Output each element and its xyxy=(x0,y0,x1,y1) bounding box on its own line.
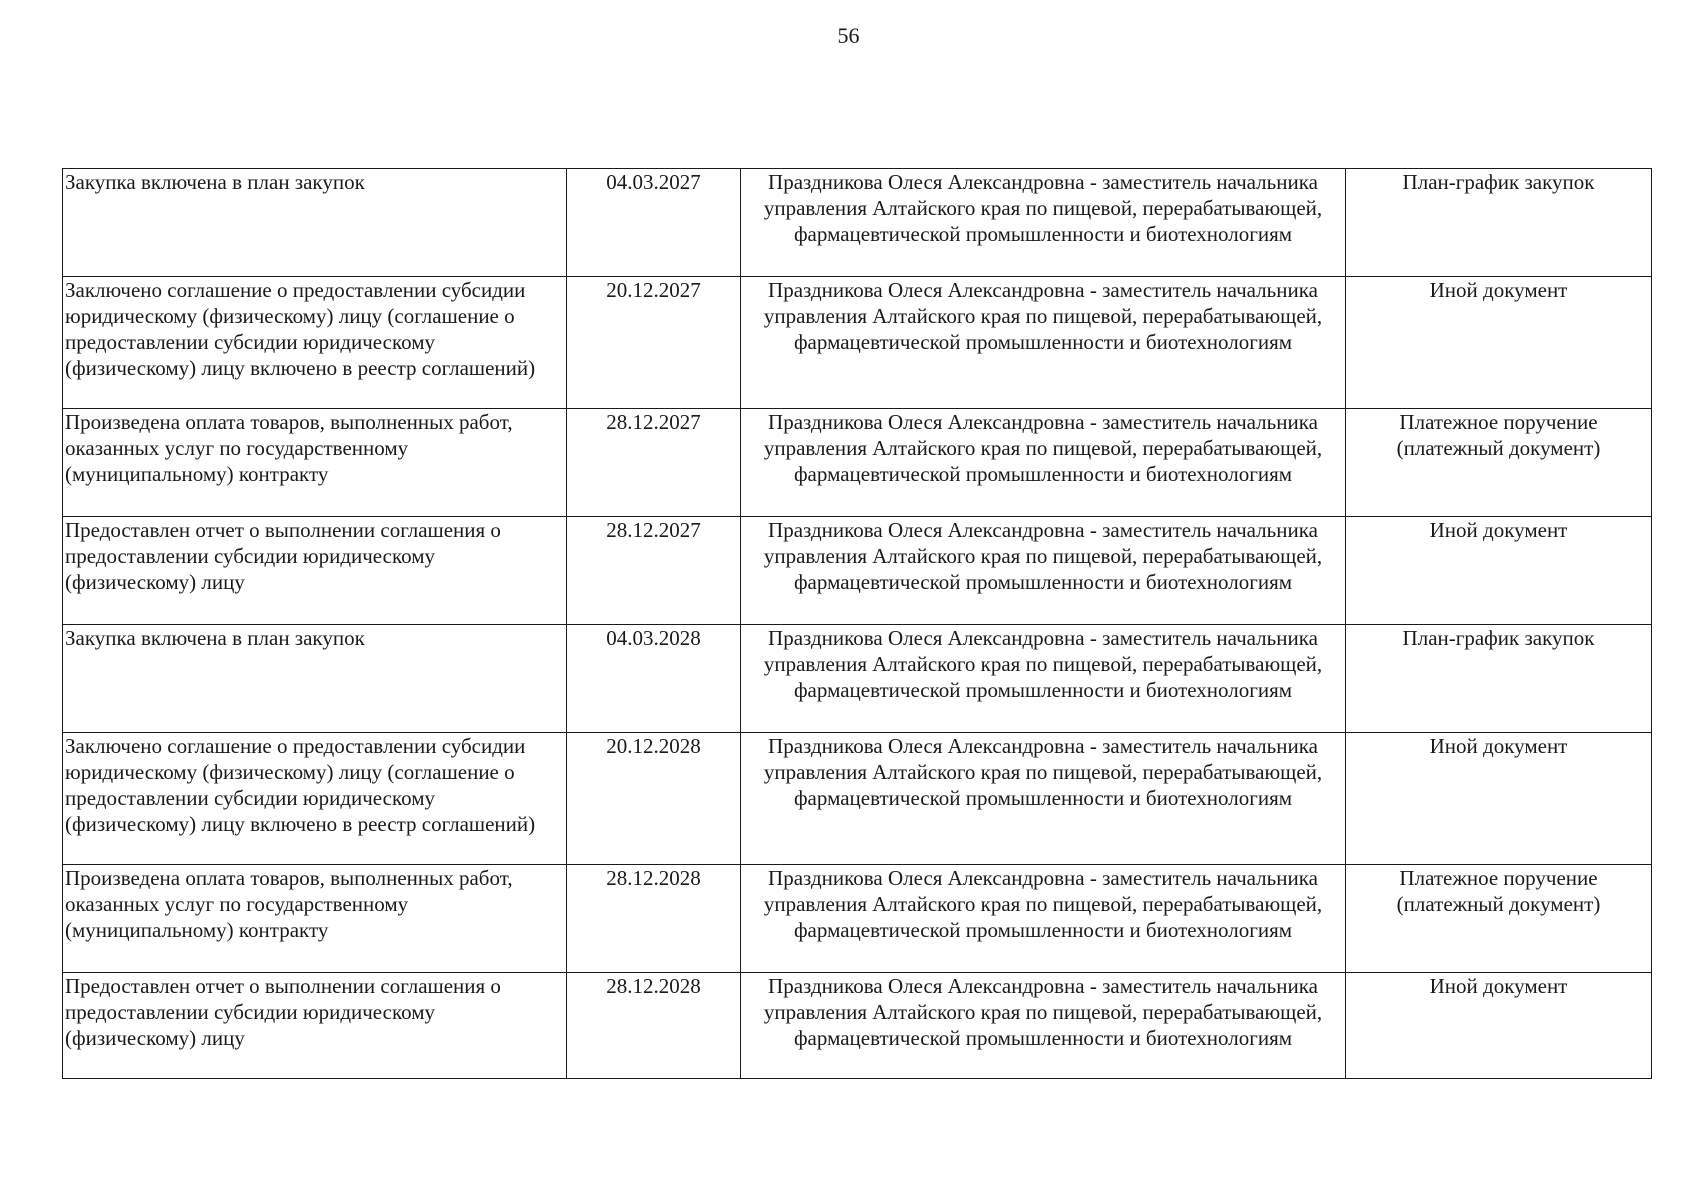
document-type-cell: Иной документ xyxy=(1346,733,1652,865)
table-row xyxy=(63,733,1652,865)
document-type-cell: Иной документ xyxy=(1346,973,1652,1079)
date-cell: 28.12.2027 xyxy=(567,517,741,625)
responsible-cell: Праздникова Олеся Александровна - заместитель начальника управления Алтайского края по пищевой, перерабатывающей, фармацевтической промышленности и биотехнологиям xyxy=(741,169,1346,277)
date-cell: 28.12.2028 xyxy=(567,973,741,1079)
responsible-cell: Праздникова Олеся Александровна - заместитель начальника управления Алтайского края по пищевой, перерабатывающей, фармацевтической промышленности и биотехнологиям xyxy=(741,409,1346,517)
table-row xyxy=(63,625,1652,733)
control-points-table xyxy=(62,168,1652,1079)
event-cell: Заключено соглашение о предоставлении субсидии юридическому (физическому) лицу (соглашение о предоставлении субсидии юридическому (физическому) лицу включено в реестр соглашений) xyxy=(63,733,567,865)
responsible-cell: Праздникова Олеся Александровна - заместитель начальника управления Алтайского края по пищевой, перерабатывающей, фармацевтической промышленности и биотехнологиям xyxy=(741,625,1346,733)
responsible-cell: Праздникова Олеся Александровна - заместитель начальника управления Алтайского края по пищевой, перерабатывающей, фармацевтической промышленности и биотехнологиям xyxy=(741,277,1346,409)
event-cell: Заключено соглашение о предоставлении субсидии юридическому (физическому) лицу (соглашение о предоставлении субсидии юридическому (физическому) лицу включено в реестр соглашений) xyxy=(63,277,567,409)
document-type-cell: Платежное поручение (платежный документ) xyxy=(1346,409,1652,517)
date-cell: 04.03.2028 xyxy=(567,625,741,733)
responsible-cell: Праздникова Олеся Александровна - заместитель начальника управления Алтайского края по пищевой, перерабатывающей, фармацевтической промышленности и биотехнологиям xyxy=(741,865,1346,973)
event-cell: Произведена оплата товаров, выполненных работ, оказанных услуг по государственному (муниципальному) контракту xyxy=(63,409,567,517)
table-row xyxy=(63,517,1652,625)
table-row xyxy=(63,409,1652,517)
document-type-cell: План-график закупок xyxy=(1346,169,1652,277)
table-row xyxy=(63,865,1652,973)
date-cell: 20.12.2027 xyxy=(567,277,741,409)
event-cell: Произведена оплата товаров, выполненных работ, оказанных услуг по государственному (муниципальному) контракту xyxy=(63,865,567,973)
page-number: 56 xyxy=(837,23,860,48)
event-cell: Предоставлен отчет о выполнении соглашения о предоставлении субсидии юридическому (физическому) лицу xyxy=(63,517,567,625)
responsible-cell: Праздникова Олеся Александровна - заместитель начальника управления Алтайского края по пищевой, перерабатывающей, фармацевтической промышленности и биотехнологиям xyxy=(741,517,1346,625)
document-type-cell: Иной документ xyxy=(1346,517,1652,625)
table-row xyxy=(63,277,1652,409)
document-type-cell: План-график закупок xyxy=(1346,625,1652,733)
responsible-cell: Праздникова Олеся Александровна - заместитель начальника управления Алтайского края по пищевой, перерабатывающей, фармацевтической промышленности и биотехнологиям xyxy=(741,733,1346,865)
event-cell: Закупка включена в план закупок xyxy=(63,625,567,733)
table-row xyxy=(63,973,1652,1079)
date-cell: 04.03.2027 xyxy=(567,169,741,277)
date-cell: 28.12.2028 xyxy=(567,865,741,973)
date-cell: 20.12.2028 xyxy=(567,733,741,865)
event-cell: Предоставлен отчет о выполнении соглашения о предоставлении субсидии юридическому (физическому) лицу xyxy=(63,973,567,1079)
document-type-cell: Платежное поручение (платежный документ) xyxy=(1346,865,1652,973)
document-type-cell: Иной документ xyxy=(1346,277,1652,409)
date-cell: 28.12.2027 xyxy=(567,409,741,517)
event-cell: Закупка включена в план закупок xyxy=(63,169,567,277)
table-row xyxy=(63,169,1652,277)
responsible-cell: Праздникова Олеся Александровна - заместитель начальника управления Алтайского края по пищевой, перерабатывающей, фармацевтической промышленности и биотехнологиям xyxy=(741,973,1346,1079)
